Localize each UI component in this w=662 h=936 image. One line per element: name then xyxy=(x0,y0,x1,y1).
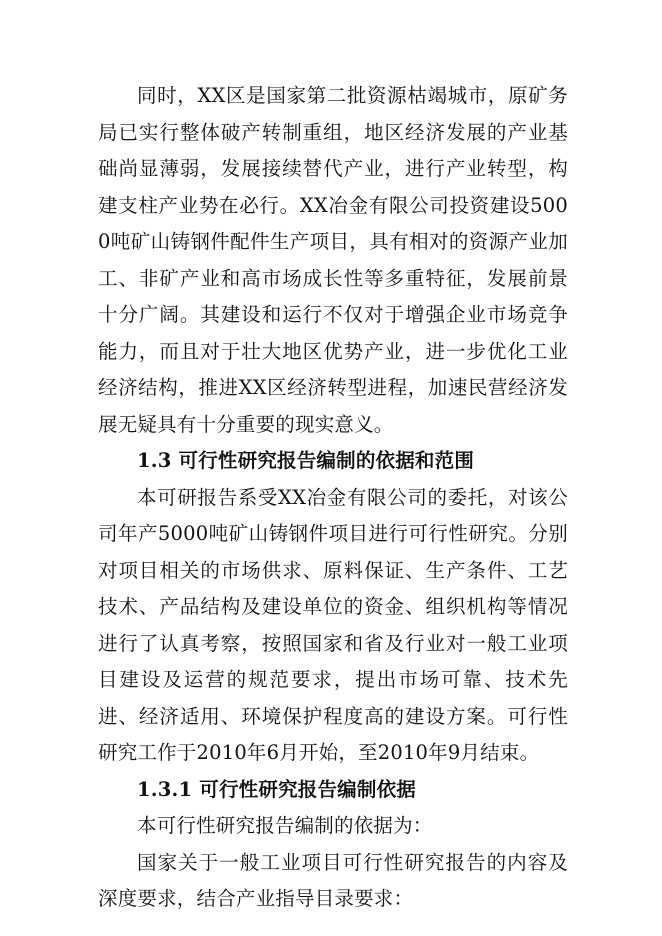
document-body xyxy=(98,78,568,918)
section-heading-1-3-1: 1.3.1 可行性研究报告编制依据 xyxy=(137,777,416,801)
section-heading-1-3: 1.3 可行性研究报告编制的依据和范围 xyxy=(137,449,475,472)
paragraph-study-scope: 本可研报告系受XX冶金有限公司的委托，对该公司年产5000吨矿山铸钢件项目进行可行性研究。分别对项目相关的市场供求、原料保证、生产条件、工艺技术、产品结构及建设单位的资金、组织机构等情况进行了认真考察，按照国家和省及行业对一般工业项目建设及运营的规范要求，提出市场可靠、技术先进、经济适用、环境保护程度高的建设方案。可行性研究工作于2010年6月开始，至2010年9月结束。 xyxy=(98,485,568,764)
paragraph-basis-national-requirements: 国家关于一般工业项目可行性研究报告的内容及深度要求，结合产业指导目录要求： xyxy=(98,850,568,910)
paragraph-basis-intro: 本可行性研究报告编制的依据为： xyxy=(137,814,433,837)
paragraph-regional-background: 同时，XX区是国家第二批资源枯竭城市，原矿务局已实行整体破产转制重组，地区经济发展的产业基础尚显薄弱，发展接续替代产业，进行产业转型，构建支柱产业势在必行。XX冶金有限公司投资建设5000吨矿山铸钢件配件生产项目，具有相对的资源产业加工、非矿产业和高市场成长性等多重特征，发展前景十分广阔。其建设和运行不仅对于增强企业市场竞争能力，而且对于壮大地区优势产业，进一步优化工业经济结构，推进XX区经济转型进程，加速民营经济发展无疑具有十分重要的现实意义。 xyxy=(98,84,568,436)
